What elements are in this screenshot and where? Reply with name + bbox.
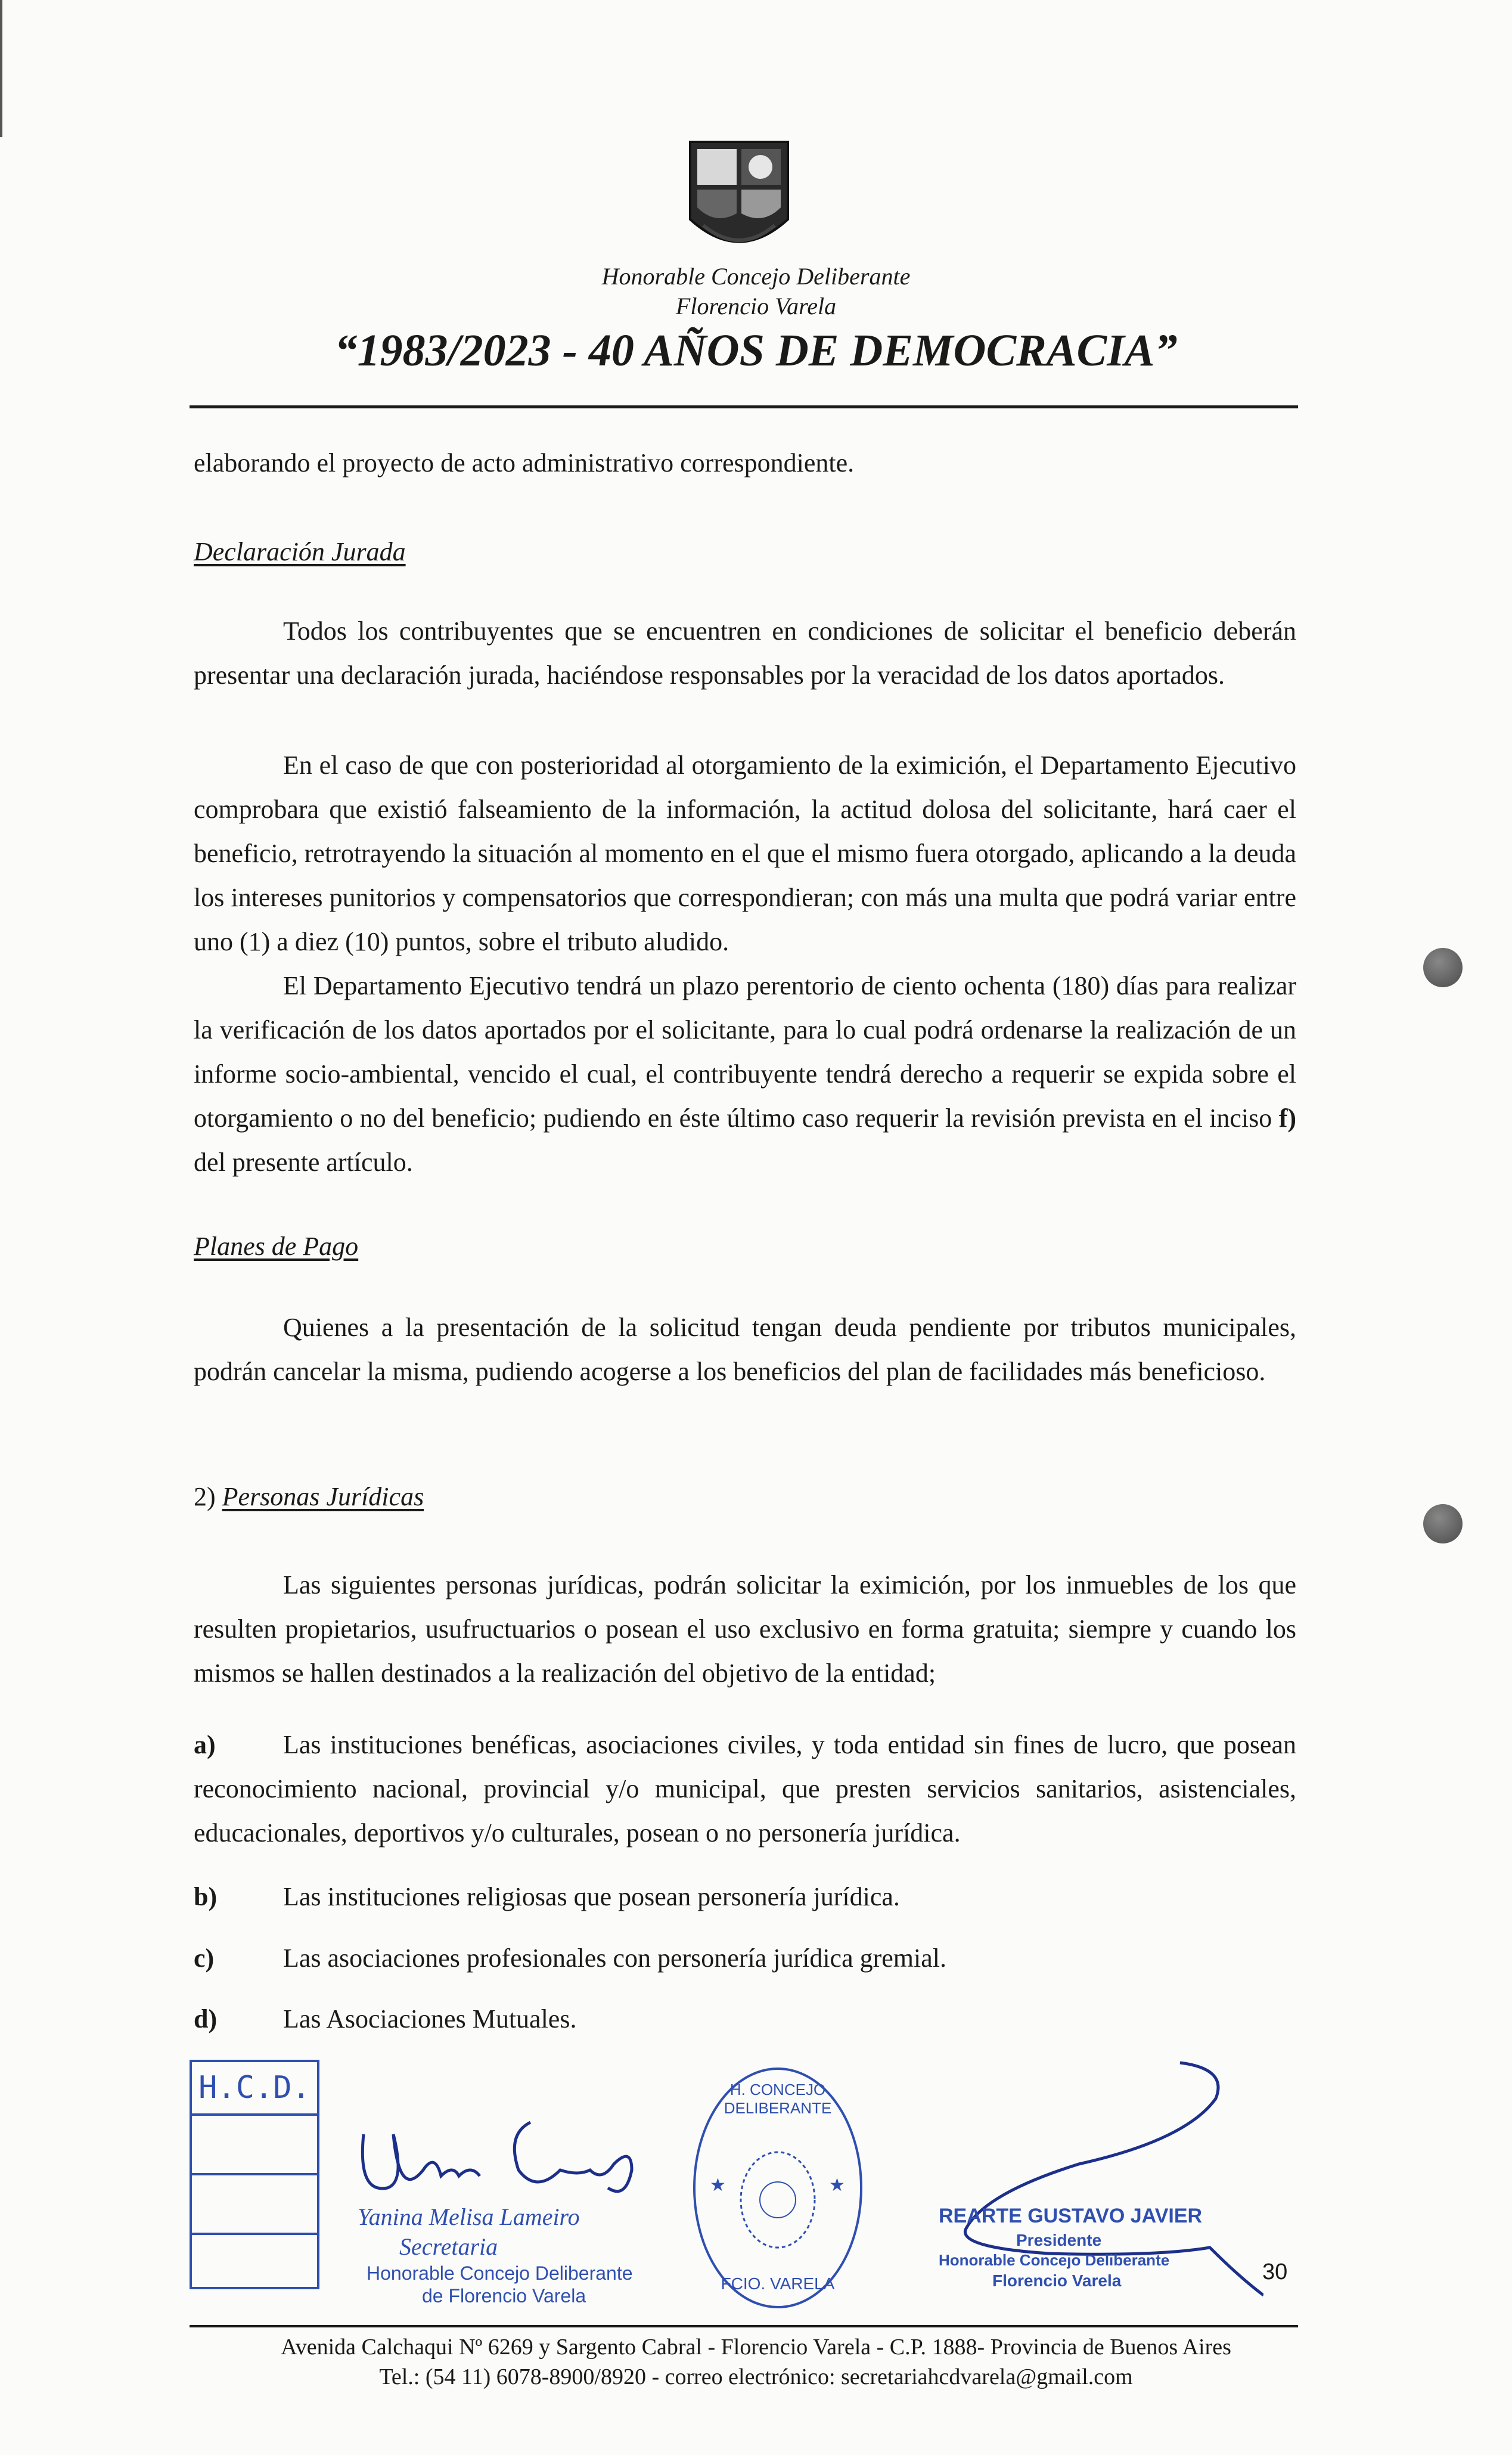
president-role: Presidente — [1016, 2231, 1102, 2249]
secretary-name: Yanina Melisa Lameiro — [358, 2203, 580, 2230]
declaracion-paragraph-3-tail: del presente artículo. — [194, 1148, 413, 1177]
list-item-label: b) — [194, 1882, 218, 1911]
header-rule — [190, 405, 1298, 408]
svg-text:★: ★ — [829, 2175, 845, 2195]
seal-text-bottom: FCIO. VARELA — [721, 2274, 835, 2293]
city-name: Florencio Varela — [675, 293, 837, 320]
list-item — [194, 1875, 1296, 1919]
official-seal — [688, 2063, 867, 2313]
institution-name: Honorable Concejo Deliberante — [601, 263, 911, 290]
declaracion-paragraph-2: En el caso de que con posterioridad al otorgamiento de la eximición, el Departamento Ejecutivo comprobara que existió falseamiento de la información, la actitud dolosa del solicitante, hará caer el beneficio, retrotrayendo la situación al momento en el que el mismo fuera otorgado, aplicando a la deuda los intereses punitorios y compensatorios que correspondieran; con más una multa que podrá variar entre uno (1) a diez (10) puntos, sobre el tributo aludido. — [194, 751, 1296, 956]
scan-edge — [0, 0, 2, 137]
declaracion-paragraph-3-text: El Departamento Ejecutivo tendrá un plazo perentorio de ciento ochenta (180) días para realizar la verificación de los datos aportados por el solicitante, para lo cual podrá ordenarse la realización de un informe socio-ambiental, vencido el cual, el contribuyente tendrá derecho a requerir se expida sobre el otorgamiento o no del beneficio; pudiendo en éste último caso requerir la revisión prevista en el inciso — [194, 971, 1296, 1133]
list-item-text: Las Asociaciones Mutuales. — [283, 2004, 577, 2034]
juridicas-heading: Personas Jurídicas — [222, 1482, 424, 1511]
declaracion-heading: Declaración Jurada — [194, 537, 406, 566]
list-item-text: Las asociaciones profesionales con personería jurídica gremial. — [283, 1943, 946, 1973]
planes-paragraph: Quienes a la presentación de la solicitud tengan deuda pendiente por tributos municipales, podrán cancelar la misma, pudiendo acogerse a los beneficios del plan de facilidades más beneficioso. — [194, 1313, 1296, 1386]
secretary-org-line1: Honorable Concejo Deliberante — [367, 2262, 633, 2284]
list-item-label: a) — [194, 1730, 216, 1759]
punch-hole — [1423, 948, 1463, 987]
president-org-line1: Honorable Concejo Deliberante — [939, 2251, 1170, 2269]
footer-rule — [190, 2325, 1298, 2327]
motto: “1983/2023 - 40 AÑOS DE DEMOCRACIA” — [334, 326, 1178, 376]
president-name: REARTE GUSTAVO JAVIER — [939, 2205, 1203, 2227]
planes-heading: Planes de Pago — [194, 1232, 359, 1261]
juridicas-paragraph: Las siguientes personas jurídicas, podrán solicitar la eximición, por los inmuebles de los que resulten propietarios, usufructuarios o posean el uso exclusivo en forma gratuita; siempre y cuando los mismos se hallen destinados a la realización del objetivo de la entidad; — [194, 1570, 1296, 1688]
hcd-stamp-label: H.C.D. — [192, 2062, 317, 2116]
footer-contact: Tel.: (54 11) 6078-8900/8920 - correo electrónico: secretariahcdvarela@gmail.com — [379, 2364, 1133, 2389]
inciso-ref: f) — [1278, 1103, 1297, 1133]
coat-of-arms — [679, 136, 799, 267]
juridicas-number: 2) — [194, 1482, 216, 1511]
page-number: 30 — [1262, 2259, 1288, 2284]
list-item — [194, 1997, 1296, 2041]
declaracion-paragraph-1: Todos los contribuyentes que se encuentren en condiciones de solicitar el beneficio deberán presentar una declaración jurada, haciéndose responsables por la veracidad de los datos aportados. — [194, 616, 1296, 690]
list-item-label: c) — [194, 1943, 215, 1973]
secretary-signature — [352, 2098, 673, 2212]
president-org-line2: Florencio Varela — [992, 2271, 1122, 2290]
list-item — [194, 1936, 1296, 1980]
list-item-text: Las instituciones religiosas que posean personería jurídica. — [283, 1882, 900, 1911]
list-item — [194, 1723, 1296, 1855]
list-item-text: Las instituciones benéficas, asociaciones civiles, y toda entidad sin fines de lucro, que posean reconocimiento nacional, provincial y/o municipal, que presten servicios sanitarios, asistenciales, educacionales, deportivos y/o culturales, posean o no personería jurídica. — [194, 1730, 1296, 1848]
intro-line: elaborando el proyecto de acto administrativo correspondiente. — [194, 448, 855, 478]
hcd-stamp-box — [190, 2060, 319, 2289]
svg-text:★: ★ — [710, 2175, 726, 2195]
secretary-org-line2: de Florencio Varela — [422, 2285, 586, 2307]
list-item-label: d) — [194, 2004, 218, 2034]
juridicas-heading-row — [194, 1481, 424, 1512]
declaracion-paragraph-3 — [194, 964, 1296, 1185]
punch-hole — [1423, 1504, 1463, 1543]
seal-text-top: H. CONCEJO DELIBERANTE — [724, 2081, 832, 2117]
footer-address: Avenida Calchaqui Nº 6269 y Sargento Cabral - Florencio Varela - C.P. 1888- Provincia de Buenos Aires — [281, 2335, 1231, 2360]
secretary-role: Secretaria — [399, 2233, 498, 2260]
